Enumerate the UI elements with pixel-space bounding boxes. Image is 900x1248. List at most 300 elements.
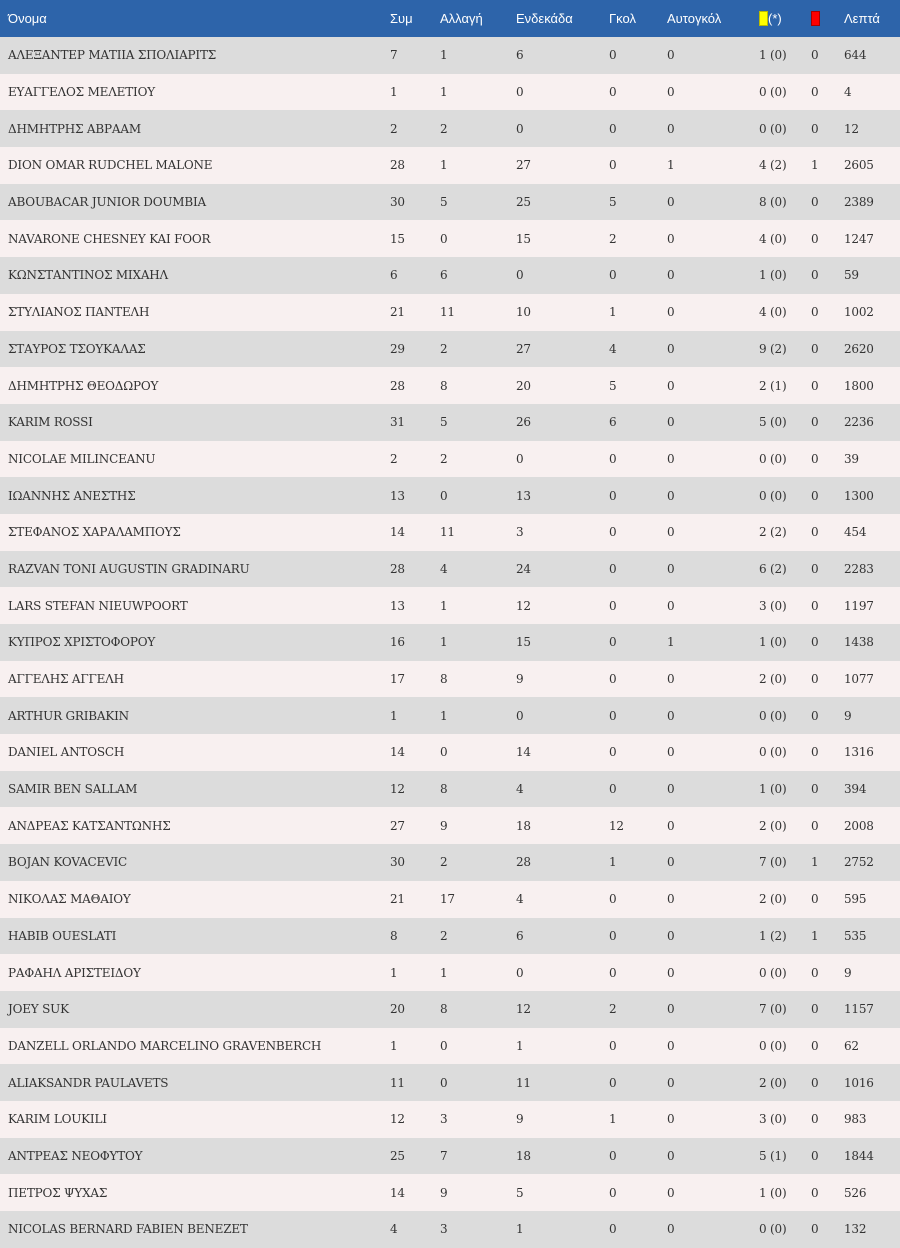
own-goals-cell: 0 — [667, 1112, 675, 1127]
player-name-cell[interactable]: ΑΓΓΕΛΗΣ ΑΓΓΕΛΗ — [8, 672, 124, 687]
starts-cell: 6 — [516, 928, 524, 943]
yellow-cards-cell: 0 (0) — [759, 708, 787, 723]
substitutions-cell: 6 — [440, 268, 448, 283]
minutes-cell: 2605 — [844, 158, 874, 173]
appearances-cell: 29 — [390, 341, 405, 356]
substitutions-cell: 8 — [440, 378, 448, 393]
appearances-cell: 13 — [390, 598, 405, 613]
yellow-card-header-suffix: (*) — [768, 11, 782, 26]
appearances-cell: 31 — [390, 415, 405, 430]
goals-cell: 0 — [609, 85, 617, 100]
yellow-cards-cell: 6 (2) — [759, 561, 787, 576]
own-goals-cell: 0 — [667, 268, 675, 283]
minutes-cell: 1077 — [844, 672, 874, 687]
player-name-cell[interactable]: ΚΩΝΣΤΑΝΤΙΝΟΣ ΜΙΧΑΗΛ — [8, 268, 169, 283]
starts-cell: 15 — [516, 231, 531, 246]
minutes-cell: 983 — [844, 1112, 867, 1127]
yellow-cards-cell: 4 (2) — [759, 158, 787, 173]
minutes-cell: 59 — [844, 268, 859, 283]
player-name-cell[interactable]: ARTHUR GRIBAKIN — [8, 708, 129, 723]
column-header-red-cards[interactable] — [811, 0, 844, 37]
own-goals-cell: 0 — [667, 1075, 675, 1090]
table-row — [0, 844, 900, 881]
own-goals-cell: 0 — [667, 525, 675, 540]
appearances-cell: 2 — [390, 121, 398, 136]
substitutions-cell: 1 — [440, 598, 448, 613]
column-header-apps[interactable]: Συμ — [390, 11, 413, 26]
appearances-cell: 30 — [390, 195, 405, 210]
goals-cell: 1 — [609, 305, 617, 320]
red-cards-cell: 1 — [811, 855, 819, 870]
own-goals-cell: 0 — [667, 892, 675, 907]
red-cards-cell: 1 — [811, 158, 819, 173]
own-goals-cell: 1 — [667, 158, 675, 173]
appearances-cell: 21 — [390, 892, 405, 907]
starts-cell: 12 — [516, 598, 531, 613]
own-goals-cell: 0 — [667, 341, 675, 356]
table-row — [0, 624, 900, 661]
starts-cell: 0 — [516, 85, 524, 100]
table-row — [0, 1101, 900, 1138]
own-goals-cell: 0 — [667, 1148, 675, 1163]
table-row — [0, 587, 900, 624]
own-goals-cell: 0 — [667, 231, 675, 246]
goals-cell: 0 — [609, 965, 617, 980]
substitutions-cell: 0 — [440, 488, 448, 503]
minutes-cell: 1300 — [844, 488, 874, 503]
red-cards-cell: 0 — [811, 1002, 819, 1017]
substitutions-cell: 3 — [440, 1222, 448, 1237]
goals-cell: 6 — [609, 415, 617, 430]
table-header-row — [0, 0, 900, 37]
own-goals-cell: 0 — [667, 855, 675, 870]
player-name-cell[interactable]: NAVARONE CHESNEY KAI FOOR — [8, 231, 211, 246]
table-row — [0, 37, 900, 74]
yellow-cards-cell: 2 (1) — [759, 378, 787, 393]
appearances-cell: 17 — [390, 672, 405, 687]
minutes-cell: 1002 — [844, 305, 874, 320]
yellow-cards-cell: 1 (0) — [759, 635, 787, 650]
starts-cell: 26 — [516, 415, 531, 430]
red-cards-cell: 0 — [811, 708, 819, 723]
yellow-cards-cell: 2 (0) — [759, 672, 787, 687]
yellow-cards-cell: 1 (0) — [759, 48, 787, 63]
goals-cell: 0 — [609, 708, 617, 723]
player-name-cell[interactable]: ΔΗΜΗΤΡΗΣ ΑΒΡΑΑΜ — [8, 121, 141, 136]
starts-cell: 18 — [516, 1148, 531, 1163]
goals-cell: 0 — [609, 1148, 617, 1163]
yellow-cards-cell: 3 (0) — [759, 598, 787, 613]
starts-cell: 24 — [516, 561, 531, 576]
substitutions-cell: 0 — [440, 745, 448, 760]
player-name-cell[interactable]: ABOUBACAR JUNIOR DOUMBIA — [8, 195, 206, 210]
substitutions-cell: 0 — [440, 231, 448, 246]
minutes-cell: 1197 — [844, 598, 874, 613]
substitutions-cell: 1 — [440, 48, 448, 63]
player-name-cell[interactable]: HABIB OUESLATI — [8, 928, 117, 943]
minutes-cell: 2752 — [844, 855, 874, 870]
appearances-cell: 27 — [390, 818, 405, 833]
minutes-cell: 454 — [844, 525, 867, 540]
substitutions-cell: 2 — [440, 928, 448, 943]
column-header-subs[interactable]: Αλλαγή — [440, 11, 483, 26]
substitutions-cell: 1 — [440, 158, 448, 173]
red-cards-cell: 1 — [811, 928, 819, 943]
starts-cell: 1 — [516, 1222, 524, 1237]
player-name-cell[interactable]: DION OMAR RUDCHEL MALONE — [8, 158, 213, 173]
table-row — [0, 661, 900, 698]
appearances-cell: 1 — [390, 1038, 398, 1053]
minutes-cell: 2008 — [844, 818, 874, 833]
appearances-cell: 30 — [390, 855, 405, 870]
substitutions-cell: 2 — [440, 121, 448, 136]
red-cards-cell: 0 — [811, 1112, 819, 1127]
substitutions-cell: 7 — [440, 1148, 448, 1163]
table-row — [0, 551, 900, 588]
substitutions-cell: 0 — [440, 1075, 448, 1090]
substitutions-cell: 2 — [440, 451, 448, 466]
red-cards-cell: 0 — [811, 488, 819, 503]
goals-cell: 0 — [609, 268, 617, 283]
own-goals-cell: 0 — [667, 561, 675, 576]
minutes-cell: 394 — [844, 782, 867, 797]
starts-cell: 9 — [516, 1112, 524, 1127]
minutes-cell: 9 — [844, 708, 852, 723]
own-goals-cell: 1 — [667, 635, 675, 650]
starts-cell: 27 — [516, 158, 531, 173]
yellow-cards-cell: 0 (0) — [759, 745, 787, 760]
player-name-cell[interactable]: ΝΙΚΟΛΑΣ ΜΑΘΑΙΟΥ — [8, 892, 131, 907]
minutes-cell: 2236 — [844, 415, 874, 430]
player-name-cell[interactable]: KARIM LOUKILI — [8, 1112, 107, 1127]
own-goals-cell: 0 — [667, 1002, 675, 1017]
column-header-minutes[interactable]: Λεπτά — [844, 11, 880, 26]
minutes-cell: 1157 — [844, 1002, 874, 1017]
table-row — [0, 734, 900, 771]
appearances-cell: 1 — [390, 85, 398, 100]
player-name-cell[interactable]: NICOLAE MILINCEANU — [8, 451, 156, 466]
yellow-cards-cell: 2 (2) — [759, 525, 787, 540]
goals-cell: 0 — [609, 488, 617, 503]
appearances-cell: 14 — [390, 525, 405, 540]
player-name-cell[interactable]: ΣΤΥΛΙΑΝΟΣ ΠΑΝΤΕΛΗ — [8, 305, 150, 320]
starts-cell: 11 — [516, 1075, 531, 1090]
red-cards-cell: 0 — [811, 48, 819, 63]
goals-cell: 0 — [609, 1185, 617, 1200]
red-cards-cell: 0 — [811, 305, 819, 320]
yellow-cards-cell: 0 (0) — [759, 121, 787, 136]
own-goals-cell: 0 — [667, 378, 675, 393]
substitutions-cell: 1 — [440, 708, 448, 723]
player-name-cell[interactable]: DANIEL ANTOSCH — [8, 745, 125, 760]
appearances-cell: 6 — [390, 268, 398, 283]
minutes-cell: 2620 — [844, 341, 874, 356]
table-row — [0, 771, 900, 808]
table-row — [0, 184, 900, 221]
red-cards-cell: 0 — [811, 85, 819, 100]
red-cards-cell: 0 — [811, 818, 819, 833]
red-cards-cell: 0 — [811, 341, 819, 356]
goals-cell: 0 — [609, 928, 617, 943]
appearances-cell: 12 — [390, 782, 405, 797]
yellow-cards-cell: 0 (0) — [759, 85, 787, 100]
yellow-cards-cell: 3 (0) — [759, 1112, 787, 1127]
column-header-yellow-cards[interactable] — [759, 0, 811, 37]
substitutions-cell: 3 — [440, 1112, 448, 1127]
substitutions-cell: 5 — [440, 415, 448, 430]
own-goals-cell: 0 — [667, 451, 675, 466]
red-cards-cell: 0 — [811, 745, 819, 760]
own-goals-cell: 0 — [667, 1038, 675, 1053]
minutes-cell: 1800 — [844, 378, 874, 393]
goals-cell: 2 — [609, 231, 617, 246]
own-goals-cell: 0 — [667, 48, 675, 63]
goals-cell: 2 — [609, 1002, 617, 1017]
own-goals-cell: 0 — [667, 708, 675, 723]
own-goals-cell: 0 — [667, 488, 675, 503]
goals-cell: 12 — [609, 818, 624, 833]
appearances-cell: 16 — [390, 635, 405, 650]
player-name-cell[interactable]: LARS STEFAN NIEUWPOORT — [8, 598, 188, 613]
player-name-cell[interactable]: ΣΤΑΥΡΟΣ ΤΣΟΥΚΑΛΑΣ — [8, 341, 146, 356]
table-row — [0, 954, 900, 991]
yellow-card-icon — [759, 11, 768, 26]
appearances-cell: 1 — [390, 965, 398, 980]
table-row — [0, 220, 900, 257]
player-name-cell[interactable]: ΙΩΑΝΝΗΣ ΑΝΕΣΤΗΣ — [8, 488, 136, 503]
own-goals-cell: 0 — [667, 965, 675, 980]
player-name-cell[interactable]: KARIM ROSSI — [8, 415, 93, 430]
yellow-cards-cell: 0 (0) — [759, 965, 787, 980]
appearances-cell: 28 — [390, 378, 405, 393]
appearances-cell: 15 — [390, 231, 405, 246]
minutes-cell: 1316 — [844, 745, 874, 760]
yellow-cards-cell: 2 (0) — [759, 1075, 787, 1090]
appearances-cell: 21 — [390, 305, 405, 320]
appearances-cell: 12 — [390, 1112, 405, 1127]
minutes-cell: 4 — [844, 85, 852, 100]
red-cards-cell: 0 — [811, 1185, 819, 1200]
column-header-goals[interactable]: Γκολ — [609, 11, 636, 26]
yellow-cards-cell: 4 (0) — [759, 231, 787, 246]
starts-cell: 10 — [516, 305, 531, 320]
substitutions-cell: 4 — [440, 561, 448, 576]
player-name-cell[interactable]: ΡΑΦΑΗΛ ΑΡΙΣΤΕΙΔΟΥ — [8, 965, 141, 980]
yellow-cards-cell: 8 (0) — [759, 195, 787, 210]
goals-cell: 0 — [609, 561, 617, 576]
yellow-cards-cell: 0 (0) — [759, 451, 787, 466]
player-name-cell[interactable]: ΔΗΜΗΤΡΗΣ ΘΕΟΔΩΡΟΥ — [8, 378, 159, 393]
minutes-cell: 9 — [844, 965, 852, 980]
table-body — [0, 37, 900, 1248]
table-row — [0, 367, 900, 404]
yellow-cards-cell: 0 (0) — [759, 1038, 787, 1053]
appearances-cell: 1 — [390, 708, 398, 723]
goals-cell: 4 — [609, 341, 617, 356]
goals-cell: 0 — [609, 48, 617, 63]
substitutions-cell: 1 — [440, 635, 448, 650]
starts-cell: 6 — [516, 48, 524, 63]
player-name-cell[interactable]: ΑΛΕΞΑΝΤΕΡ ΜΑΤΙΙΑ ΣΠΟΛΙΑΡΙΤΣ — [8, 48, 217, 63]
table-row — [0, 331, 900, 368]
table-row — [0, 74, 900, 111]
starts-cell: 0 — [516, 965, 524, 980]
table-row — [0, 147, 900, 184]
starts-cell: 0 — [516, 121, 524, 136]
column-header-name[interactable]: Όνομα — [8, 11, 47, 26]
own-goals-cell: 0 — [667, 195, 675, 210]
player-name-cell[interactable]: ΑΝΤΡΕΑΣ ΝΕΟΦΥΤΟΥ — [8, 1148, 143, 1163]
own-goals-cell: 0 — [667, 745, 675, 760]
red-cards-cell: 0 — [811, 1075, 819, 1090]
goals-cell: 1 — [609, 1112, 617, 1127]
table-row — [0, 697, 900, 734]
red-cards-cell: 0 — [811, 1222, 819, 1237]
starts-cell: 0 — [516, 708, 524, 723]
minutes-cell: 595 — [844, 892, 867, 907]
minutes-cell: 1247 — [844, 231, 874, 246]
player-name-cell[interactable]: ΠΕΤΡΟΣ ΨΥΧΑΣ — [8, 1185, 108, 1200]
red-cards-cell: 0 — [811, 892, 819, 907]
yellow-cards-cell: 2 (0) — [759, 892, 787, 907]
yellow-cards-cell: 9 (2) — [759, 341, 787, 356]
minutes-cell: 1438 — [844, 635, 874, 650]
minutes-cell: 39 — [844, 451, 859, 466]
minutes-cell: 535 — [844, 928, 867, 943]
yellow-cards-cell: 1 (0) — [759, 1185, 787, 1200]
red-card-icon — [811, 11, 820, 26]
red-cards-cell: 0 — [811, 268, 819, 283]
substitutions-cell: 1 — [440, 85, 448, 100]
appearances-cell: 14 — [390, 745, 405, 760]
table-row — [0, 991, 900, 1028]
table-row — [0, 881, 900, 918]
minutes-cell: 1844 — [844, 1148, 874, 1163]
table-row — [0, 1028, 900, 1065]
substitutions-cell: 5 — [440, 195, 448, 210]
starts-cell: 25 — [516, 195, 531, 210]
appearances-cell: 28 — [390, 158, 405, 173]
table-row — [0, 257, 900, 294]
goals-cell: 0 — [609, 745, 617, 760]
goals-cell: 0 — [609, 892, 617, 907]
red-cards-cell: 0 — [811, 1148, 819, 1163]
column-header-starts[interactable]: Ενδεκάδα — [516, 11, 573, 26]
starts-cell: 15 — [516, 635, 531, 650]
substitutions-cell: 2 — [440, 341, 448, 356]
goals-cell: 0 — [609, 1075, 617, 1090]
own-goals-cell: 0 — [667, 818, 675, 833]
red-cards-cell: 0 — [811, 1038, 819, 1053]
substitutions-cell: 8 — [440, 1002, 448, 1017]
starts-cell: 4 — [516, 892, 524, 907]
substitutions-cell: 2 — [440, 855, 448, 870]
table-row — [0, 514, 900, 551]
substitutions-cell: 8 — [440, 782, 448, 797]
red-cards-cell: 0 — [811, 782, 819, 797]
appearances-cell: 7 — [390, 48, 398, 63]
starts-cell: 1 — [516, 1038, 524, 1053]
goals-cell: 0 — [609, 158, 617, 173]
own-goals-cell: 0 — [667, 672, 675, 687]
player-name-cell[interactable]: ΕΥΑΓΓΕΛΟΣ ΜΕΛΕΤΙΟΥ — [8, 85, 155, 100]
player-name-cell[interactable]: ΣΤΕΦΑΝΟΣ ΧΑΡΑΛΑΜΠΟΥΣ — [8, 525, 181, 540]
player-name-cell[interactable]: RAZVAN TONI AUGUSTIN GRADINARU — [8, 561, 250, 576]
appearances-cell: 13 — [390, 488, 405, 503]
appearances-cell: 14 — [390, 1185, 405, 1200]
starts-cell: 18 — [516, 818, 531, 833]
column-header-own-goals[interactable]: Αυτογκόλ — [667, 11, 722, 26]
red-cards-cell: 0 — [811, 965, 819, 980]
starts-cell: 20 — [516, 378, 531, 393]
red-cards-cell: 0 — [811, 415, 819, 430]
starts-cell: 28 — [516, 855, 531, 870]
red-cards-cell: 0 — [811, 378, 819, 393]
goals-cell: 0 — [609, 121, 617, 136]
starts-cell: 13 — [516, 488, 531, 503]
table-row — [0, 1138, 900, 1175]
red-cards-cell: 0 — [811, 451, 819, 466]
substitutions-cell: 11 — [440, 305, 455, 320]
goals-cell: 0 — [609, 451, 617, 466]
player-name-cell[interactable]: BOJAN KOVACEVIC — [8, 855, 127, 870]
yellow-cards-cell: 1 (0) — [759, 268, 787, 283]
player-name-cell[interactable]: ALIAKSANDR PAULAVETS — [8, 1075, 169, 1090]
player-name-cell[interactable]: NICOLAS BERNARD FABIEN BENEZET — [8, 1222, 248, 1237]
own-goals-cell: 0 — [667, 85, 675, 100]
substitutions-cell: 0 — [440, 1038, 448, 1053]
minutes-cell: 526 — [844, 1185, 867, 1200]
goals-cell: 0 — [609, 1038, 617, 1053]
own-goals-cell: 0 — [667, 121, 675, 136]
minutes-cell: 2389 — [844, 195, 874, 210]
goals-cell: 5 — [609, 378, 617, 393]
starts-cell: 3 — [516, 525, 524, 540]
substitutions-cell: 9 — [440, 1185, 448, 1200]
red-cards-cell: 0 — [811, 525, 819, 540]
starts-cell: 0 — [516, 451, 524, 466]
starts-cell: 12 — [516, 1002, 531, 1017]
player-name-cell[interactable]: SAMIR BEN SALLAM — [8, 782, 138, 797]
starts-cell: 0 — [516, 268, 524, 283]
minutes-cell: 1016 — [844, 1075, 874, 1090]
goals-cell: 5 — [609, 195, 617, 210]
goals-cell: 0 — [609, 782, 617, 797]
starts-cell: 4 — [516, 782, 524, 797]
goals-cell: 1 — [609, 855, 617, 870]
appearances-cell: 11 — [390, 1075, 405, 1090]
player-name-cell[interactable]: JOEY SUK — [8, 1002, 69, 1017]
yellow-cards-cell: 2 (0) — [759, 818, 787, 833]
table-row — [0, 110, 900, 147]
own-goals-cell: 0 — [667, 1222, 675, 1237]
appearances-cell: 4 — [390, 1222, 398, 1237]
own-goals-cell: 0 — [667, 1185, 675, 1200]
yellow-cards-cell: 7 (0) — [759, 855, 787, 870]
player-name-cell[interactable]: ΚΥΠΡΟΣ ΧΡΙΣΤΟΦΟΡΟΥ — [8, 635, 156, 650]
goals-cell: 0 — [609, 1222, 617, 1237]
player-name-cell[interactable]: ΑΝΔΡΕΑΣ ΚΑΤΣΑΝΤΩΝΗΣ — [8, 818, 171, 833]
table-row — [0, 404, 900, 441]
player-name-cell[interactable]: DANZELL ORLANDO MARCELINO GRAVENBERCH — [8, 1038, 322, 1053]
starts-cell: 27 — [516, 341, 531, 356]
starts-cell: 9 — [516, 672, 524, 687]
red-cards-cell: 0 — [811, 195, 819, 210]
substitutions-cell: 11 — [440, 525, 455, 540]
minutes-cell: 132 — [844, 1222, 867, 1237]
table-row — [0, 441, 900, 478]
red-cards-cell: 0 — [811, 598, 819, 613]
